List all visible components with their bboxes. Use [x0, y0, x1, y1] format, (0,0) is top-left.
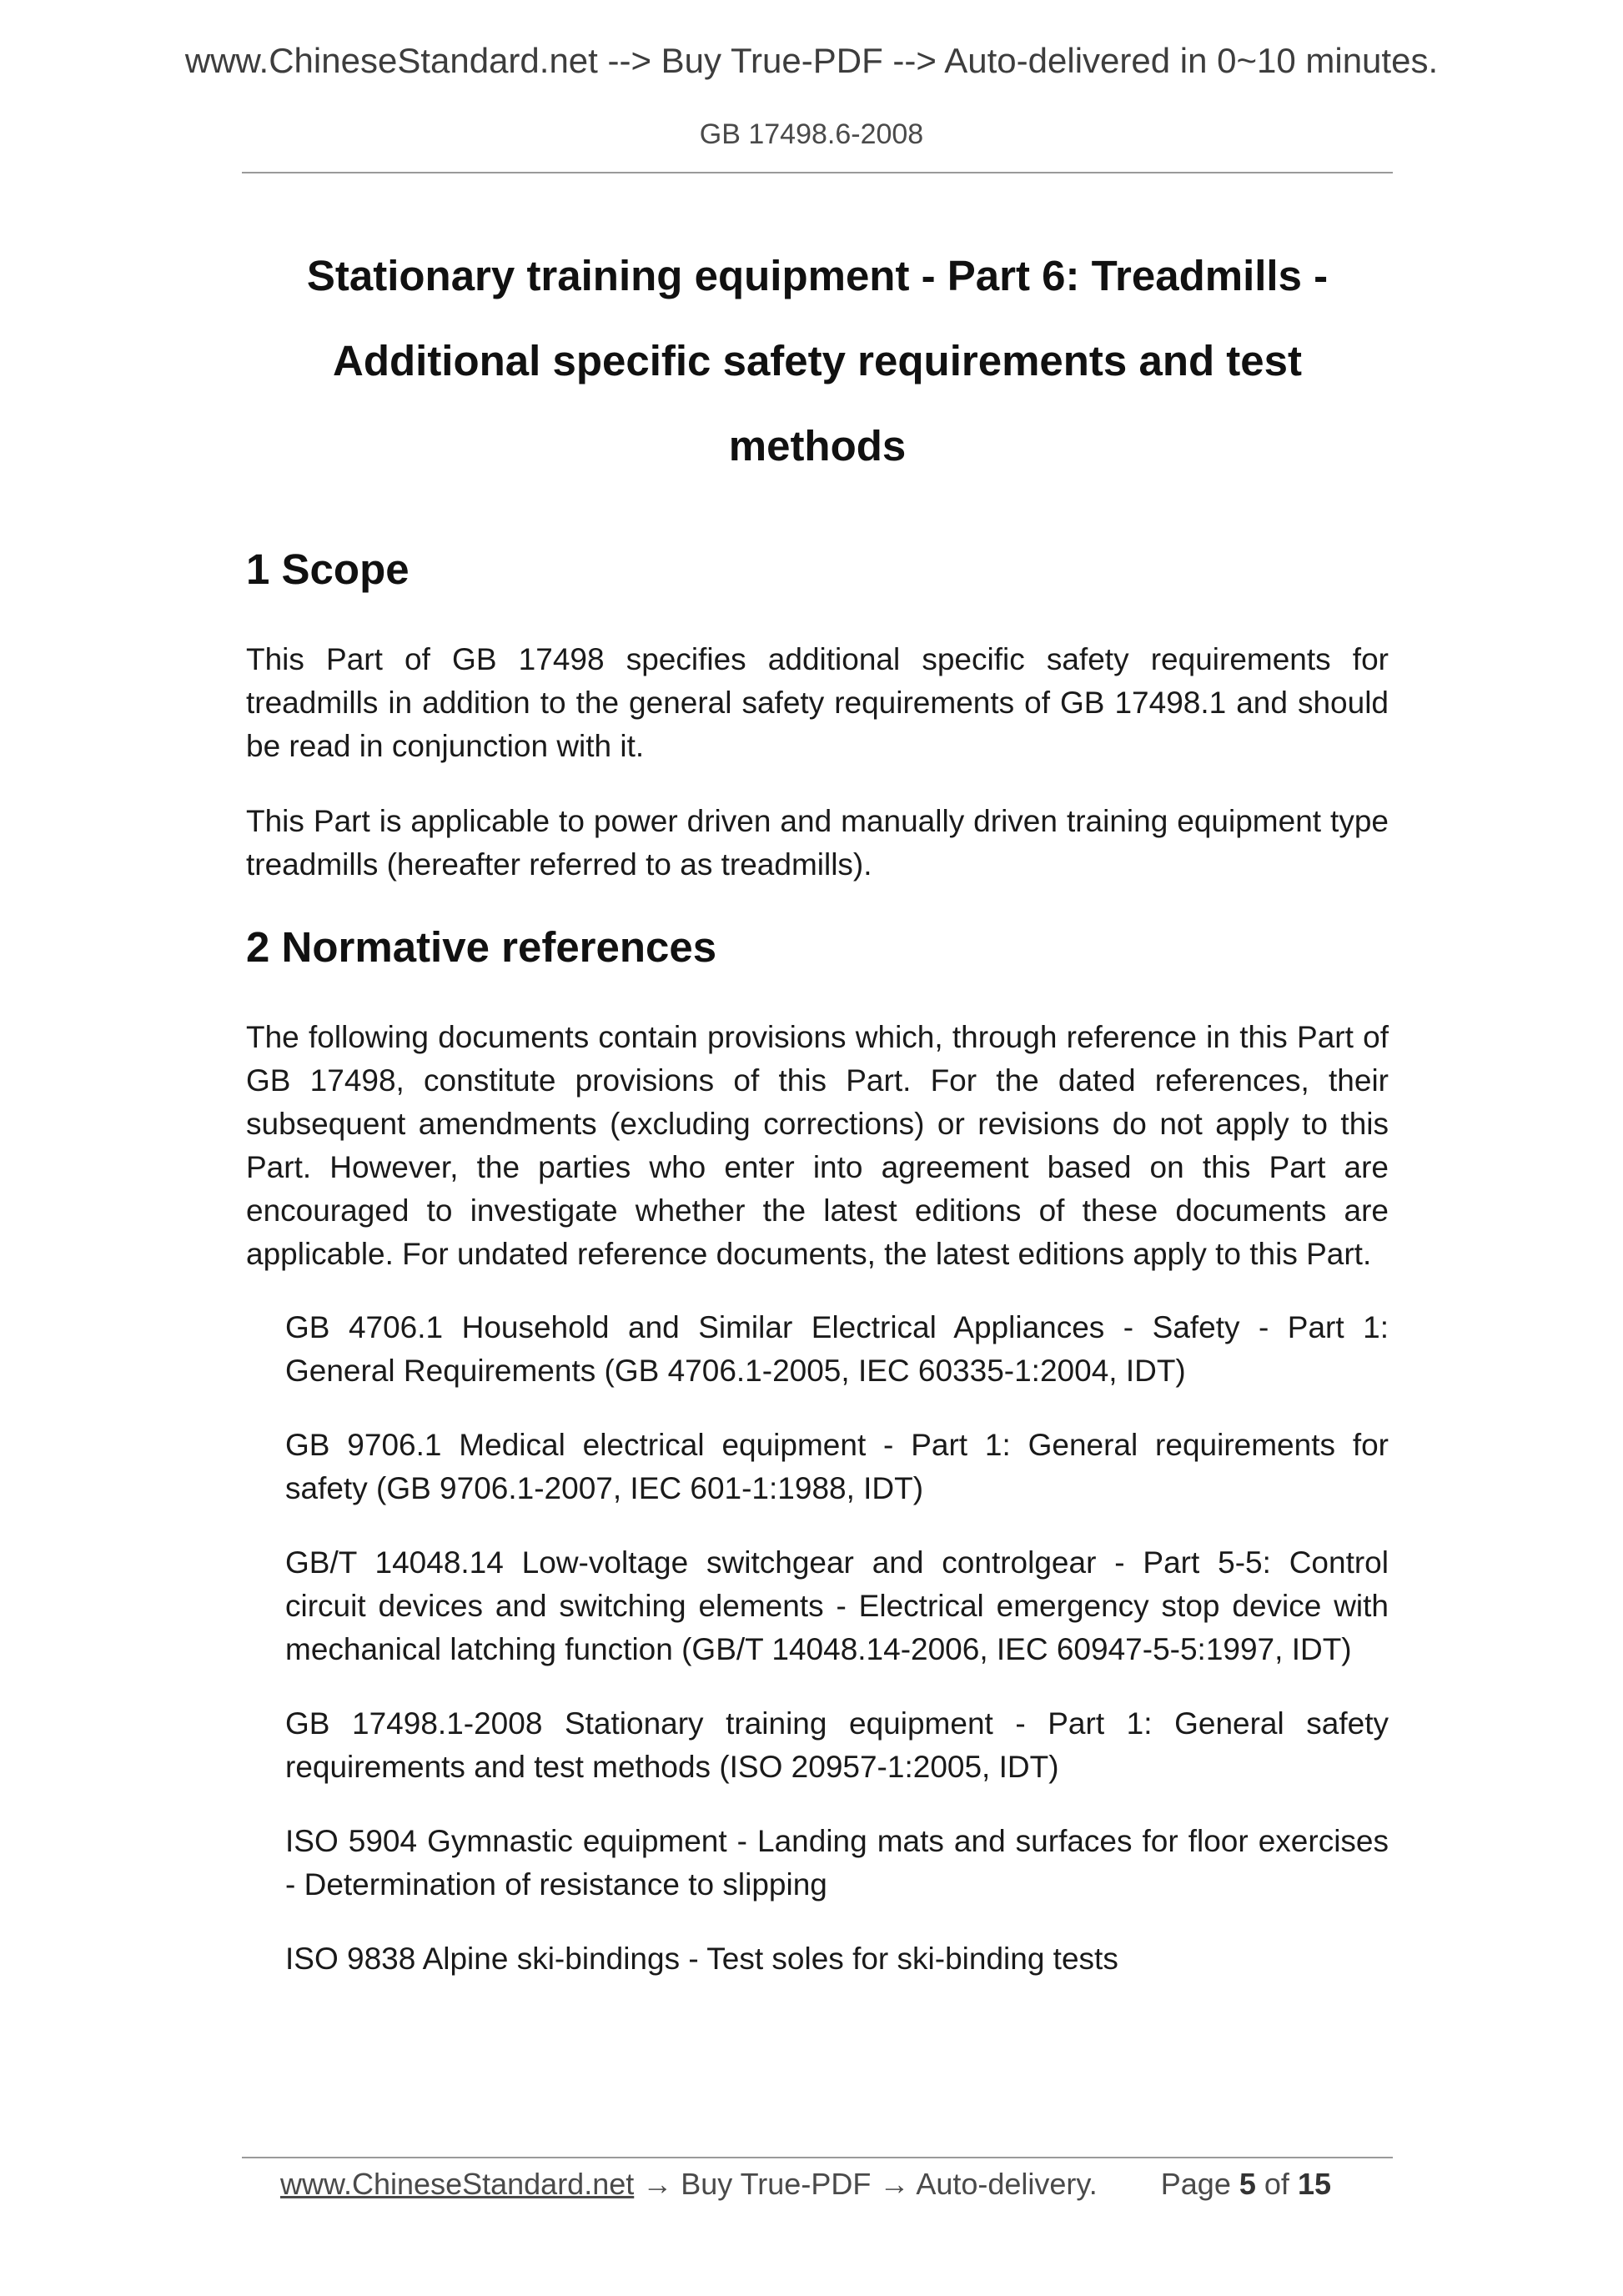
page-number: 5 [1239, 2167, 1256, 2201]
reference-item-iso9838: ISO 9838 Alpine ski-bindings - Test soles for ski-binding tests [285, 1942, 1118, 1977]
normative-intro-paragraph: The following documents contain provisions which, through reference in this Part of GB 17498, constitute provisions of this Part. For the dated references, their subsequent amendments (excluding corrections) or revisions do not apply to this Part. However, the parties who enter into agreement based on this Part are encouraged to investigate whether the latest editions of these documents are applicable. For undated reference documents, the latest editions apply to this Part. [246, 1020, 1389, 1272]
page-total: 15 [1297, 2167, 1331, 2201]
section-heading-scope: 1 Scope [246, 545, 410, 593]
scope-paragraph-1: This Part of GB 17498 specifies additional specific safety requirements for treadmills in addition to the general safety requirements of GB 17498.1 and should be read in conjunction with it. [246, 642, 1389, 764]
scope-paragraph-2: This Part is applicable to power driven and manually driven training equipment type treadmills (hereafter referred to as treadmills). [246, 804, 1389, 882]
page-footer [280, 2166, 1331, 2203]
section-heading-normative-references: 2 Normative references [246, 923, 717, 972]
footer-site-link[interactable]: www.ChineseStandard.net [280, 2167, 635, 2201]
document-code: GB 17498.6-2008 [699, 118, 924, 150]
page-indicator [1161, 2167, 1331, 2201]
title-line-3: methods [728, 422, 907, 470]
reference-item-gb9706: GB 9706.1 Medical electrical equipment - Part 1: General requirements for safety (GB 9706.1-2007, IEC 601-1:1988, IDT) [285, 1428, 1389, 1506]
reference-item-gb4706: GB 4706.1 Household and Similar Electrical Appliances - Safety - Part 1: General Requirements (GB 4706.1-2005, IEC 60335-1:2004, IDT) [285, 1310, 1389, 1389]
reference-list [246, 1306, 1389, 1981]
page-content [246, 234, 1389, 2012]
header-divider [242, 172, 1393, 173]
footer-divider [242, 2157, 1393, 2158]
reference-item-gbt14048: GB/T 14048.14 Low-voltage switchgear and controlgear - Part 5-5: Control circuit devices and switching elements - Electrical emergency stop device with mechanical latching function (GB/T 14048.14-2006, IEC 60947-5-5:1997, IDT) [285, 1545, 1389, 1667]
title-line-2: Additional specific safety requirements and test [333, 337, 1302, 384]
reference-item-iso5904: ISO 5904 Gymnastic equipment - Landing mats and surfaces for floor exercises - Determination of resistance to slipping [285, 1824, 1389, 1902]
document-title [246, 234, 1389, 489]
reference-item-gb17498: GB 17498.1-2008 Stationary training equipment - Part 1: General safety requirements and test methods (ISO 20957-1:2005, IDT) [285, 1706, 1389, 1785]
page-label: Page [1160, 2167, 1231, 2201]
page-of-label: of [1264, 2167, 1289, 2201]
footer-tagline: → Buy True-PDF → Auto-delivery. [634, 2167, 1098, 2201]
top-banner: www.ChineseStandard.net --> Buy True-PDF --> Auto-delivered in 0~10 minutes. [184, 41, 1439, 80]
title-line-1: Stationary training equipment - Part 6: Treadmills - [306, 252, 1329, 299]
